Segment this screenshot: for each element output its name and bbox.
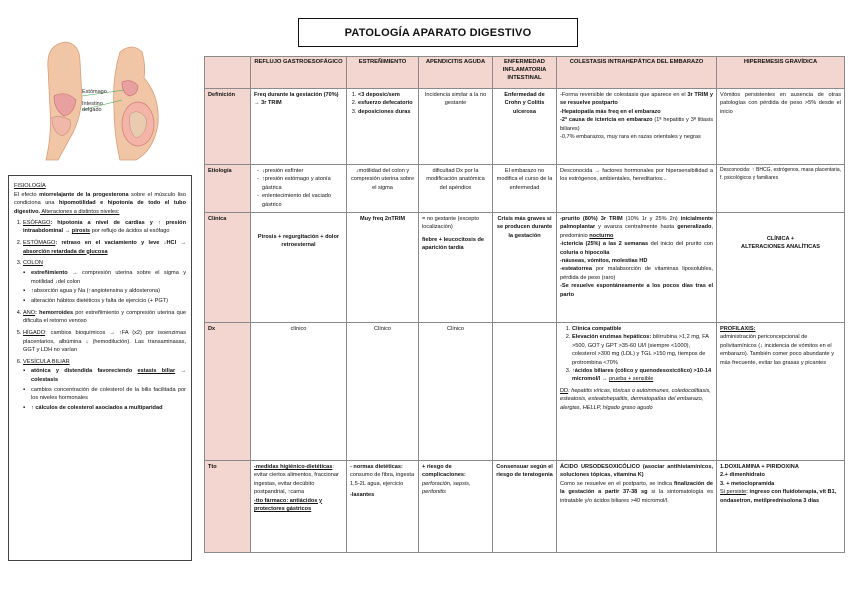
cell-clinica-estrenimiento: Muy freq 2nTRIM (347, 213, 419, 323)
cell-etiologia-eii: El embarazo no modifica el curso de la enfermedad (493, 165, 557, 213)
header-eii: ENFERMEDAD INFLAMATORIA INTESTINAL (493, 57, 557, 89)
cell-dx-colestasis: 1. Clínica compatible 2. Elevación enzimas hepáticos: bilirrubina >1,2 mg, FA >500, GOT y GPT >35-60 UI/l (siempre <1000), colesterol >300 mg (LDL) y TGL >150 mg, tiempos de protrombina <70% 3. ↑ácidos biliares (cólico y quenodesoxicólico) >10-14 micromol/l → prueba + sensible DD: hepatitis víricas, tóxicas o autoinmunes, coledocolitiasis, esteatosis, esteatohepatitis, dermatopatías del embarazo, alergias, HELLP, hígado graso agudo (557, 323, 717, 461)
colon-sub-3: ▪ alteración hábitos dietéticos y falta de ejercicio (+ PGT) (31, 297, 186, 306)
list-item-ano: 4. ANO: hemorroides por estreñimiento y compresión uterina que dificulta el retorno venoso (23, 309, 186, 326)
title-text: PATOLOGÍA APARATO DIGESTIVO (344, 26, 532, 39)
cell-clinica-hiperemesis: CLÍNICA + ALTERACIONES ANALÍTICAS (717, 213, 845, 323)
list-item-higado: 5. HÍGADO: cambios bioquímicos → ↑FA (x2) por isoenzimas placentarios, albúmina ↓ (hemodilución). Las transaminasas, GGT y LDH no varían (23, 329, 186, 355)
label-estomago: Estómago (82, 89, 107, 95)
pathology-table (204, 56, 845, 553)
cell-definicion-estrenimiento: 1. <3 deposic/sem 2. esfuerzo defecatorio 3. deposiciones duras (347, 89, 419, 165)
list-item-vesicula: 6. VESÍCULA BILIAR ▪ atónica y distendida favoreciendo estasis biliar → colestasis ▪ cambios concentración de colesterol de la bilis facilitada por los niveles hormonales ▪ ↑ cálculos de colesterol asociados a multiparidad (23, 358, 186, 413)
table-row (205, 323, 845, 461)
cell-tto-apendicitis: + riesgo de complicaciones: perforación, sepsis, peritonitis (419, 461, 493, 553)
row-label-tto: Tto (205, 461, 251, 553)
cell-dx-apendicitis: Clínico (419, 323, 493, 461)
colon-sub-2: ▪ ↑absorción agua y Na (↑angiotensina y aldosterona) (31, 287, 186, 296)
row-label-etiologia: Etiología (205, 165, 251, 213)
cell-etiologia-reflujo: - ↓presión esfínter - ↑presión estómago y atonía gástrica - enlentecimiento del vaciado gástrico (251, 165, 347, 213)
cell-etiologia-estrenimiento: ↓motilidad del colon y compresión uterina sobre el sigma (347, 165, 419, 213)
list-item-colon: 3. COLON ▪ estreñimiento → compresión uterina sobre el sigma y motilidad ↓del colon ▪ ↑absorción agua y Na (↑angiotensina y aldosterona) ▪ alteración hábitos dietéticos y falta de ejercicio (+ PGT) (23, 259, 186, 305)
header-hiperemesis: HIPEREMESIS GRAVÍDICA (717, 57, 845, 89)
header-reflujo: REFLUJO GASTROESOFÁGICO (251, 57, 347, 89)
cell-etiologia-colestasis: Desconocida → factores hormonales por hipersensibilidad a los estrógenos, ambientales, hereditarios... (557, 165, 717, 213)
physiology-heading: FISIOLOGÍA (14, 183, 46, 189)
header-estrenimiento: ESTREÑIMIENTO (347, 57, 419, 89)
cell-tto-reflujo: -medidas higiénico-dietéticas: evitar ciertos alimentos, fraccionar ingestas, evitar decúbito postpandrial, ↑cama -tto fármaco: antiácidos y protectores gástricos (251, 461, 347, 553)
pregnancy-anatomy-illustration (36, 38, 164, 164)
cell-definicion-eii: Enfermedad de Crohn y Colitis ulcerosa (493, 89, 557, 165)
physiology-intro: El efecto miorrelajante de la progesterona sobre el músculo liso condiciona una hipomotilidad e hipotonía de todo el tubo digestivo. Alteraciones a distintos niveles: (14, 191, 186, 215)
vesicula-sub-3: ▪ ↑ cálculos de colesterol asociados a multiparidad (31, 404, 186, 413)
cell-tto-eii: Consensuar según el riesgo de teratogenia (493, 461, 557, 553)
physiology-box (8, 175, 192, 561)
table-row (205, 213, 845, 323)
cell-dx-hiperemesis: PROFILAXIS: administración periconcepcional de polivitamínicos (↓ incidencia de vómitos en el embarazo). También comer poco abundante y más frecuente, evitar las grasas y picantes (717, 323, 845, 461)
cell-clinica-eii: Crisis más graves si se producen durante la gestación (493, 213, 557, 323)
vesicula-sub-1: ▪ atónica y distendida favoreciendo estasis biliar → colestasis (31, 367, 186, 384)
cell-dx-estrenimiento: Clínico (347, 323, 419, 461)
page-title (298, 18, 578, 47)
cell-definicion-hiperemesis: Vómitos persistentes en ausencia de otras patologías con pérdida de peso >5% desde el inicio (717, 89, 845, 165)
cell-tto-estrenimiento: - normas dietéticas: consumo de fibra, ingesta 1,5-2L agua, ejercicio -laxantes (347, 461, 419, 553)
label-delgado: delgado (82, 107, 102, 113)
table-row (205, 461, 845, 553)
cell-dx-eii (493, 323, 557, 461)
cell-tto-hiperemesis: 1.DOXILAMINA + PIRIDOXINA 2.+ dimenhidrato 3. + metoclopramida Si persiste: ingreso con fluidoterapia, vit B1, ondasetron, metilprednisolona 3 días (717, 461, 845, 553)
cell-clinica-apendicitis: = no gestante (excepto localización) fiebre + leucocitosis de aparición tardía (419, 213, 493, 323)
list-item-estomago: 2. ESTÓMAGO: retraso en el vaciamiento y leve ↓HCl → absorción retardada de glucosa (23, 239, 186, 256)
vesicula-sub-2: ▪ cambios concentración de colesterol de la bilis facilitada por los niveles hormonales (31, 386, 186, 403)
table-row (205, 89, 845, 165)
row-label-clinica: Clínica (205, 213, 251, 323)
cell-tto-colestasis: ÁCIDO URSODESOXICÓLICO (asociar antihistamínicos, soluciones tópicas, vitamina K) Como se resuelve en el postparto, se indica finalización de la gestación a partir 37-38 sg si la sintomatología es intratable y/o ácidos biliares >40 micromol/l. (557, 461, 717, 553)
header-apendicitis: APENDICITIS AGUDA (419, 57, 493, 89)
cell-etiologia-hiperemesis: Desconocida: ↑ BHCG, estrógenos, masa placentaria, f. psicológicos y familiares (717, 165, 845, 213)
cell-definicion-apendicitis: Incidencia similar a la no gestante (419, 89, 493, 165)
list-item-esofago: 1. ESÓFAGO: hipotonía a nivel de cardias y ↑ presión intraabdominal → pirosis por reflujo de ácidos al esófago (23, 219, 186, 236)
table-header-row (205, 57, 845, 89)
cell-definicion-reflujo: Freq durante la gestación (70%) → 3r TRIM (251, 89, 347, 165)
cell-definicion-colestasis: -Forma reversible de colestasis que aparece en el 3r TRIM y se resuelve postparto -Hepatopatía más freq en el embarazo -2ª causa de ictericia en embarazo (1ª hepatitis y 3ª litiasis biliares) -0,7% embarazos, muy rara en razas orientales y negras (557, 89, 717, 165)
cell-clinica-colestasis: -prurito (80%) 3r TRIM (10% 1r y 25% 2n) inicialmente palmoplantar y avanza centralmente hasta generalizado, predominio nocturno -ictericia (25%) a las 2 semanas del inicio del prurito con coluria o hipocolia -náuseas, vómitos, molestias HD -esteatorrea por malabsorción de vitaminas liposolubles, pérdida de peso (raro) -Se resuelve espontáneamente a los pocos días tras el parto (557, 213, 717, 323)
physiology-list (14, 219, 186, 413)
cell-dx-reflujo: clínico (251, 323, 347, 461)
row-label-dx: Dx (205, 323, 251, 461)
row-label-definicion: Definición (205, 89, 251, 165)
cell-etiologia-apendicitis: dificultad Dx por la modificación anatómica del apéndice (419, 165, 493, 213)
header-colestasis: COLESTASIS INTRAHEPÁTICA DEL EMBARAZO (557, 57, 717, 89)
label-intestino: Intestino (82, 101, 103, 107)
table-row (205, 165, 845, 213)
header-cell-empty (205, 57, 251, 89)
cell-clinica-reflujo: Pirosis + regurgitación + dolor retroesternal (251, 213, 347, 323)
colon-sub-1: ▪ estreñimiento → compresión uterina sobre el sigma y motilidad ↓del colon (31, 269, 186, 286)
